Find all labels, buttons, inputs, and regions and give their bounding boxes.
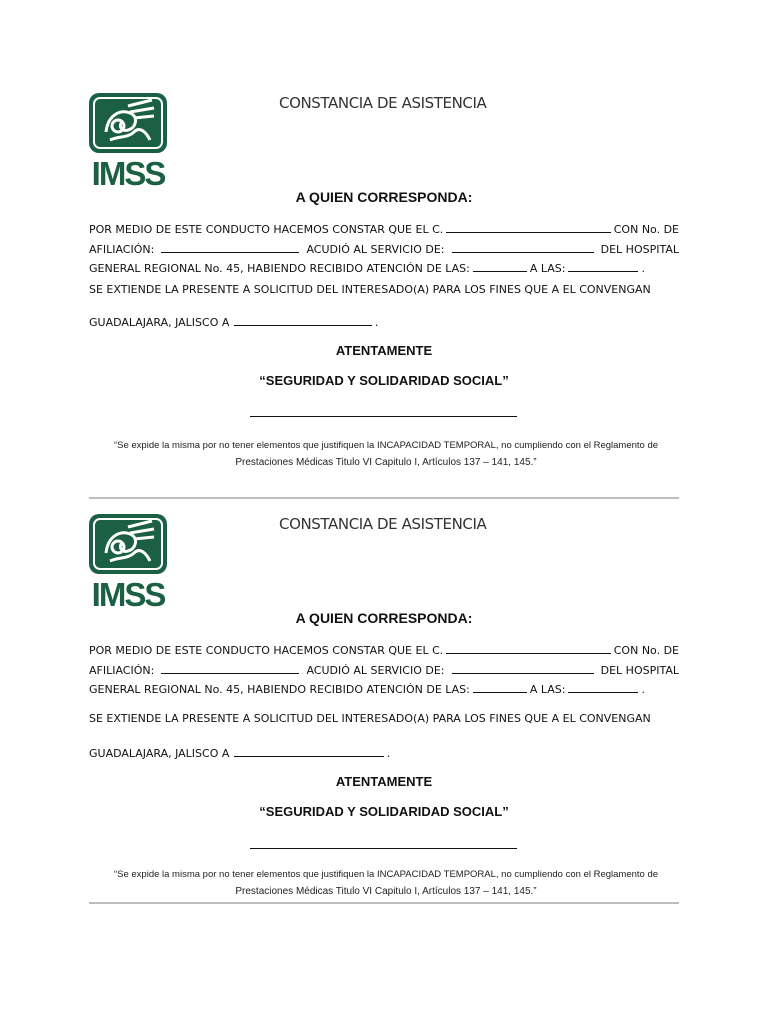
time-from-blank[interactable] [473,680,527,693]
signature-line[interactable] [250,848,517,849]
body-line-1: POR MEDIO DE ESTE CONDUCTO HACEMOS CONSTAR QUE EL C. CON No. DE [89,220,679,240]
signature-line[interactable] [250,416,517,417]
place-date-line: GUADALAJARA, JALISCO A . [89,744,390,760]
date-blank[interactable] [234,744,384,757]
greeting-heading: A QUIEN CORRESPONDA: [295,189,473,205]
purpose-statement: SE EXTIENDE LA PRESENTE A SOLICITUD DEL INTERESADO(A) PARA LOS FINES QUE A EL CONVENGAN [89,283,651,296]
legal-note: “Se expide la misma por no tener elementos que justifiquen la INCAPACIDAD TEMPORAL, no cumpliendo con el Reglamento de Prestaciones Médicas Titulo VI Capitulo I, Artículos 137 – 141, 145.” [113,440,659,468]
time-to-blank[interactable] [568,680,638,693]
body-line-3: GENERAL REGIONAL No. 45, HABIENDO RECIBIDO ATENCIÓN DE LAS: A LAS: . [89,680,679,700]
patient-name-blank[interactable] [446,641,610,654]
document-title: CONSTANCIA DE ASISTENCIA [279,94,487,112]
legal-note: “Se expide la misma por no tener elementos que justifiquen la INCAPACIDAD TEMPORAL, no cumpliendo con el Reglamento de Prestaciones Médicas Titulo VI Capitulo I, Artículos 137 – 141, 145.” [113,869,659,897]
purpose-statement: SE EXTIENDE LA PRESENTE A SOLICITUD DEL INTERESADO(A) PARA LOS FINES QUE A EL CONVENGAN [89,712,651,725]
body-line-2: AFILIACIÓN: ACUDIÓ AL SERVICIO DE: DEL HOSPITAL [89,661,679,681]
imss-logo [88,513,170,611]
institutional-motto: “SEGURIDAD Y SOLIDARIDAD SOCIAL” [259,373,509,388]
body-paragraph [89,220,679,279]
affiliation-blank[interactable] [161,240,299,253]
body-line-1: POR MEDIO DE ESTE CONDUCTO HACEMOS CONSTAR QUE EL C. CON No. DE [89,641,679,661]
body-paragraph [89,641,679,700]
page-separator [89,902,679,904]
time-from-blank[interactable] [473,259,527,272]
patient-name-blank[interactable] [446,220,610,233]
constancia-form-2 [0,513,768,933]
svg-text:IMSS: IMSS [91,155,165,190]
closing-atentamente: ATENTAMENTE [335,343,433,358]
greeting-heading: A QUIEN CORRESPONDA: [295,610,473,626]
time-to-blank[interactable] [568,259,638,272]
page-separator [89,497,679,499]
document-title: CONSTANCIA DE ASISTENCIA [279,515,487,533]
body-line-3: GENERAL REGIONAL No. 45, HABIENDO RECIBIDO ATENCIÓN DE LAS: A LAS: . [89,259,679,279]
constancia-form-1 [0,92,768,512]
imss-logo [88,92,170,190]
svg-text:IMSS: IMSS [91,576,165,611]
affiliation-blank[interactable] [161,661,299,674]
date-blank[interactable] [234,313,372,326]
place-date-line: GUADALAJARA, JALISCO A . [89,313,378,329]
service-blank[interactable] [452,661,594,674]
institutional-motto: “SEGURIDAD Y SOLIDARIDAD SOCIAL” [259,804,509,819]
service-blank[interactable] [452,240,594,253]
closing-atentamente: ATENTAMENTE [335,774,433,789]
body-line-2: AFILIACIÓN: ACUDIÓ AL SERVICIO DE: DEL HOSPITAL [89,240,679,260]
